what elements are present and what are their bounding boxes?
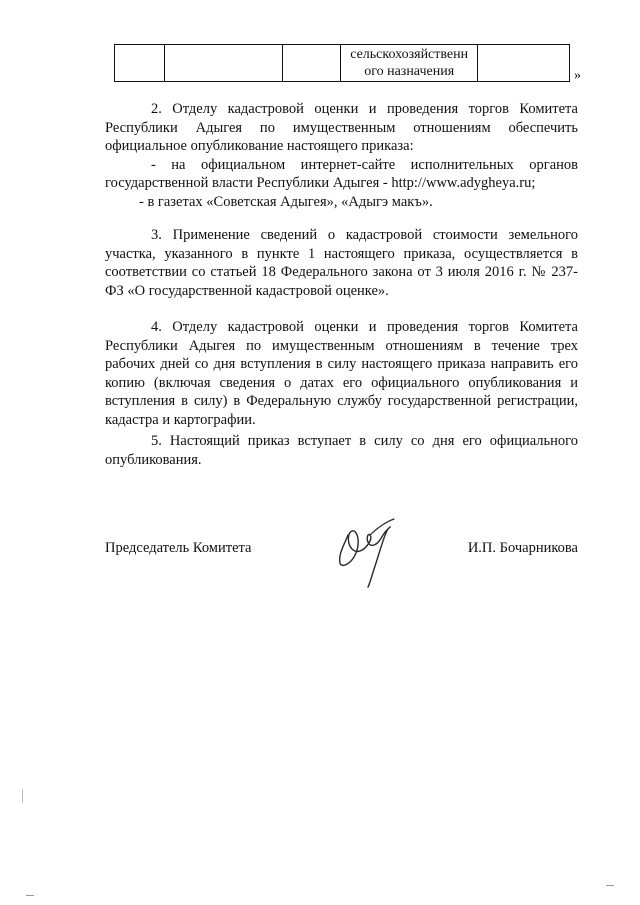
closing-quote: » <box>574 68 581 83</box>
table-row <box>115 45 570 82</box>
table-cell-4 <box>341 45 478 82</box>
paragraph-2-text: 2. Отделу кадастровой оценки и проведения торгов Комитета Республики Адыгея по имущественным отношениям обеспечить официальное опубликование настоящего приказа: <box>105 101 578 154</box>
handwritten-signature <box>330 505 400 590</box>
paragraph-2-bullet-1: - на официальном интернет-сайте исполнительных органов государственной власти Республики Адыгея - http://www.adygheya.ru; <box>105 156 578 191</box>
paragraph-5 <box>105 432 578 469</box>
table-cell-2 <box>165 45 283 82</box>
paragraph-4 <box>105 318 578 429</box>
table-cell-5 <box>478 45 570 82</box>
table-cell-1 <box>115 45 165 82</box>
paragraph-2-bullet-2: - в газетах «Советская Адыгея», «Адыгэ макъ». <box>139 193 433 210</box>
table-continuation <box>114 44 570 82</box>
table-cell-4-line-2: ого назначения <box>364 64 455 79</box>
signer-position: Председатель Комитета <box>105 540 252 556</box>
scan-edge-mark <box>22 789 23 803</box>
table-cell-4-line-1: сельскохозяйственн <box>350 47 469 62</box>
scan-edge-mark <box>26 895 34 896</box>
paragraph-5-text: 5. Настоящий приказ вступает в силу со дня его официального опубликования. <box>105 433 578 468</box>
paragraph-3-text: 3. Применение сведений о кадастровой стоимости земельного участка, указанного в пункте 1 настоящего приказа, осуществляется в соответствии со статьей 18 Федерального закона от 3 июля 2016 г. № 237-ФЗ «О государственной кадастровой оценке». <box>105 227 578 299</box>
scan-edge-mark <box>606 885 614 886</box>
table-cell-3 <box>282 45 340 82</box>
paragraph-2 <box>105 100 578 211</box>
paragraph-4-text: 4. Отделу кадастровой оценки и проведения торгов Комитета Республики Адыгея по имущественным отношениям в течение трех рабочих дней со дня вступления в силу настоящего приказа направить его копию (включая сведения о датах его официального опубликования и вступления в силу) в Федеральную службу государственной регистрации, кадастра и картографии. <box>105 319 578 428</box>
signer-name: И.П. Бочарникова <box>467 540 578 556</box>
paragraph-3 <box>105 226 578 300</box>
